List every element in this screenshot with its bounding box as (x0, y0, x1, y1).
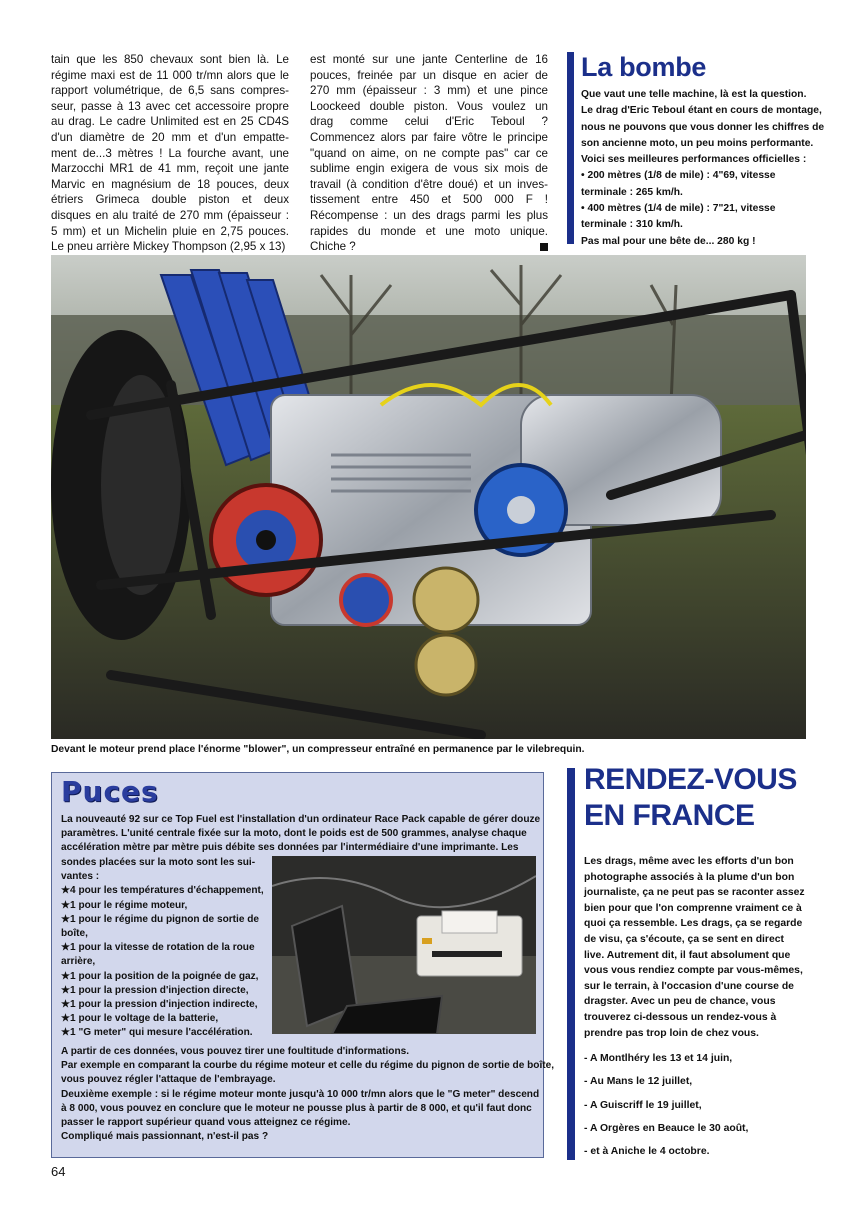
article-line: au drag. Le cadre Unlimited est en 25 CD4S (51, 115, 289, 129)
la-bombe-line: • 200 mètres (1/8 de mile) : 4"69, vitesse (581, 170, 776, 182)
puces-intro-line: accélération mètre par mètre puis débite ses données par l'intermédiaire d'une imprimante. Les (61, 842, 519, 854)
rendez-vous-date-item: - A Orgères en Beauce le 30 août, (584, 1122, 749, 1134)
la-bombe-line: • 400 mètres (1/4 de mile) : 7"21, vitesse (581, 203, 776, 215)
article-column-2 (310, 52, 548, 255)
la-bombe-line: terminale : 265 km/h. (581, 186, 683, 198)
article-line: Chiche ? (310, 239, 548, 255)
puces-sensor-item: sondes placées sur la moto sont les sui- (61, 857, 256, 868)
puces-sensor-item: arrière, (61, 956, 96, 968)
puces-sensor-item: ★1 pour le régime moteur, (61, 899, 188, 911)
la-bombe-box (567, 52, 825, 247)
rendez-vous-title-line2: EN FRANCE (584, 799, 755, 832)
article-line: d'un diamètre de 20 mm et d'un empatte- (51, 130, 289, 144)
puces-outro-line: vous pouvez régler l'attaque de l'embrayage. (61, 1074, 276, 1086)
puces-title: Puces (61, 775, 159, 808)
puces-sensor-item: ★4 pour les températures d'échappement, (61, 885, 264, 897)
puces-sensor-list (61, 856, 271, 1041)
puces-intro (61, 813, 539, 856)
article-line: Loockeed double piston. Vous voulez un (310, 99, 548, 113)
engine-photo (51, 255, 806, 739)
photo-caption: Devant le moteur prend place l'énorme "blower", un compresseur entraîné en permanence par le vilebrequin. (51, 744, 585, 755)
la-bombe-title: La bombe (581, 52, 707, 82)
article-line: tissement entre 450 et 500 000 F ! (310, 193, 548, 207)
rendez-vous-title-line1: RENDEZ-VOUS (584, 763, 797, 796)
la-bombe-line: Que vaut une telle machine, là est la question. (581, 89, 807, 100)
article-line: seur, passe à 13 avec cet accessoire propre (51, 99, 289, 113)
article-line: ment de...3 mètres ! La fourche avant, une (51, 146, 289, 160)
puces-sensor-item: ★1 pour la vitesse de rotation de la roue (61, 942, 255, 954)
la-bombe-line: Voici ses meilleures performances officielles : (581, 154, 807, 166)
race-pack-photo (272, 856, 536, 1034)
rendez-vous-line: quoi ça ressemble. Les drags, ça se regarde (584, 918, 803, 930)
puces-intro-line: paramètres. L'unité centrale fixée sur la moto, dont le poids est de 500 grammes, analyse chaque (61, 828, 527, 840)
puces-outro-line: passer le rapport supérieur quand vous atteignez ce régime. (61, 1117, 351, 1129)
rendez-vous-body (584, 854, 809, 1041)
puces-sensor-item: ★1 pour la pression d'injection directe, (61, 984, 249, 996)
article-line: Le pneu arrière Mickey Thompson (2,95 x 13) (51, 240, 286, 254)
article-line: Récompense : un des drags parmi les plus (310, 208, 548, 222)
article-line: étriers Grimeca double piston et deux (51, 193, 289, 207)
article-line: tain que les 850 chevaux sont bien là. Le (51, 53, 289, 66)
puces-outro-line: Par exemple en comparant la courbe du régime moteur et celle du régime du pignon de sortie de boîte, (61, 1060, 555, 1072)
puces-sensor-item: ★1 pour la position de la poignée de gaz, (61, 970, 259, 982)
rendez-vous-line: trouverez ci-dessous un rendez-vous à (584, 1011, 777, 1023)
article-line: Marzocchi MR1 de 41 mm, reçoit une jante (51, 162, 289, 176)
la-bombe-text (581, 87, 825, 250)
article-line: disques en alu traité de 270 mm (épaisseur : (51, 208, 289, 222)
article-line: sublime engin exigera de vous six mois de (310, 162, 548, 176)
article-column-1 (51, 52, 289, 255)
puces-intro-line: La nouveauté 92 sur ce Top Fuel est l'installation d'un ordinateur Race Pack capable de gérer douze (61, 814, 541, 825)
article-line: pouces, freinée par un disque en acier de (310, 68, 548, 82)
puces-outro-line: à 8 000, vous pouvez en conclure que le moteur ne pousse plus à partir de 8 000, et qu'il faut donc (61, 1102, 532, 1114)
la-bombe-line: son ancienne moto, un peu moins performante. (581, 137, 814, 149)
la-bombe-line: terminale : 310 km/h. (581, 219, 683, 231)
article-col2-lines (310, 52, 548, 255)
rendez-vous-line: dragster. Avec un peu de chance, vous (584, 996, 776, 1008)
article-line: 5 mm) et un Michelin pluie en 2,75 pouces. (51, 224, 289, 238)
rendez-vous-line: sur le terrain, à l'occasion d'une course de (584, 980, 794, 992)
puces-sensor-item: ★1 "G meter" qui mesure l'accélération. (61, 1027, 253, 1039)
la-bombe-line: Le drag d'Eric Teboul étant en cours de montage, (581, 105, 822, 117)
rendez-vous-line: live. Autrement dit, il faut absolument que (584, 949, 791, 961)
puces-sensor-item: ★1 pour le régime du pignon de sortie de (61, 913, 260, 925)
article-line: Commencez alors par faire vôtre le principe (310, 130, 548, 144)
puces-outro-line: Deuxième exemple : si le régime moteur monte jusqu'à 10 000 tr/mn alors que le "G meter" descend (61, 1088, 540, 1100)
rendez-vous-title (584, 762, 797, 834)
la-bombe-line: Pas mal pour une bête de... 280 kg ! (581, 235, 756, 247)
puces-sensor-item: ★1 pour la pression d'injection indirecte, (61, 999, 258, 1011)
rendez-vous-date-item: - A Guiscriff le 19 juillet, (584, 1099, 702, 1111)
puces-sensor-item: vantes : (61, 871, 100, 883)
race-pack-illustration (272, 856, 536, 1034)
rendez-vous-date-item: - A Montlhéry les 13 et 14 juin, (584, 1053, 733, 1064)
puces-sensor-item: boîte, (61, 928, 88, 940)
puces-outro-line: A partir de ces données, vous pouvez tirer une foultitude d'informations. (61, 1046, 410, 1057)
puces-outro (61, 1045, 555, 1144)
puces-box (51, 772, 555, 1158)
article-line: "quand on aime, on ne compte pas" car ce (310, 146, 548, 160)
article-end-mark (540, 243, 548, 251)
rendez-vous-date-item: - Au Mans le 12 juillet, (584, 1076, 693, 1088)
rendez-vous-line: prendre pas trop loin de chez vous. (584, 1027, 759, 1039)
article-line: Marvic en magnésium de 18 pouces, deux (51, 177, 289, 191)
rendez-vous-line: bien pour que l'on comprenne vraiment ce à (584, 902, 802, 914)
article-line: rapides du monde et une moto unique. (310, 224, 548, 238)
article-line: rapport volumétrique, de 6,5 sans compres- (51, 84, 289, 98)
la-bombe-line: nous ne pouvons que vous donner les chiffres de (581, 121, 825, 133)
article-line: travail (à condition d'être doué) et un inves- (310, 177, 548, 191)
rendez-vous-line: Les drags, même avec les efforts d'un bon (584, 856, 794, 867)
engine-photo-illustration (51, 255, 806, 739)
rendez-vous-line: journaliste, ça ne peut pas se raconter assez (584, 887, 805, 899)
rendez-vous-dates (584, 1047, 748, 1163)
article-line: régime maxi est de 11 000 tr/mn alors que le (51, 68, 289, 82)
rendez-vous-line: photographe associés à la plume d'un bon (584, 871, 795, 883)
page-number: 64 (51, 1164, 66, 1179)
article-line: drag comme celui d'Eric Teboul ? (310, 115, 548, 129)
rendez-vous-line: de visu, ça s'écoute, ça se sent en direct (584, 933, 784, 945)
article-line: 270 mm (épaisseur : 3 mm) et une pince (310, 84, 548, 98)
puces-sensor-item: ★1 pour le voltage de la batterie, (61, 1013, 219, 1025)
article-col1-lines (51, 52, 289, 255)
rendez-vous-line: vous vous rendiez compte par vous-mêmes, (584, 965, 803, 977)
la-bombe-accent-bar (567, 52, 574, 244)
article-line: est monté sur une jante Centerline de 16 (310, 53, 548, 66)
rendez-vous-date-item: - et à Aniche le 4 octobre. (584, 1146, 710, 1158)
puces-outro-line: Compliqué mais passionnant, n'est-il pas ? (61, 1131, 269, 1143)
rendez-vous-accent-bar (567, 768, 575, 1160)
